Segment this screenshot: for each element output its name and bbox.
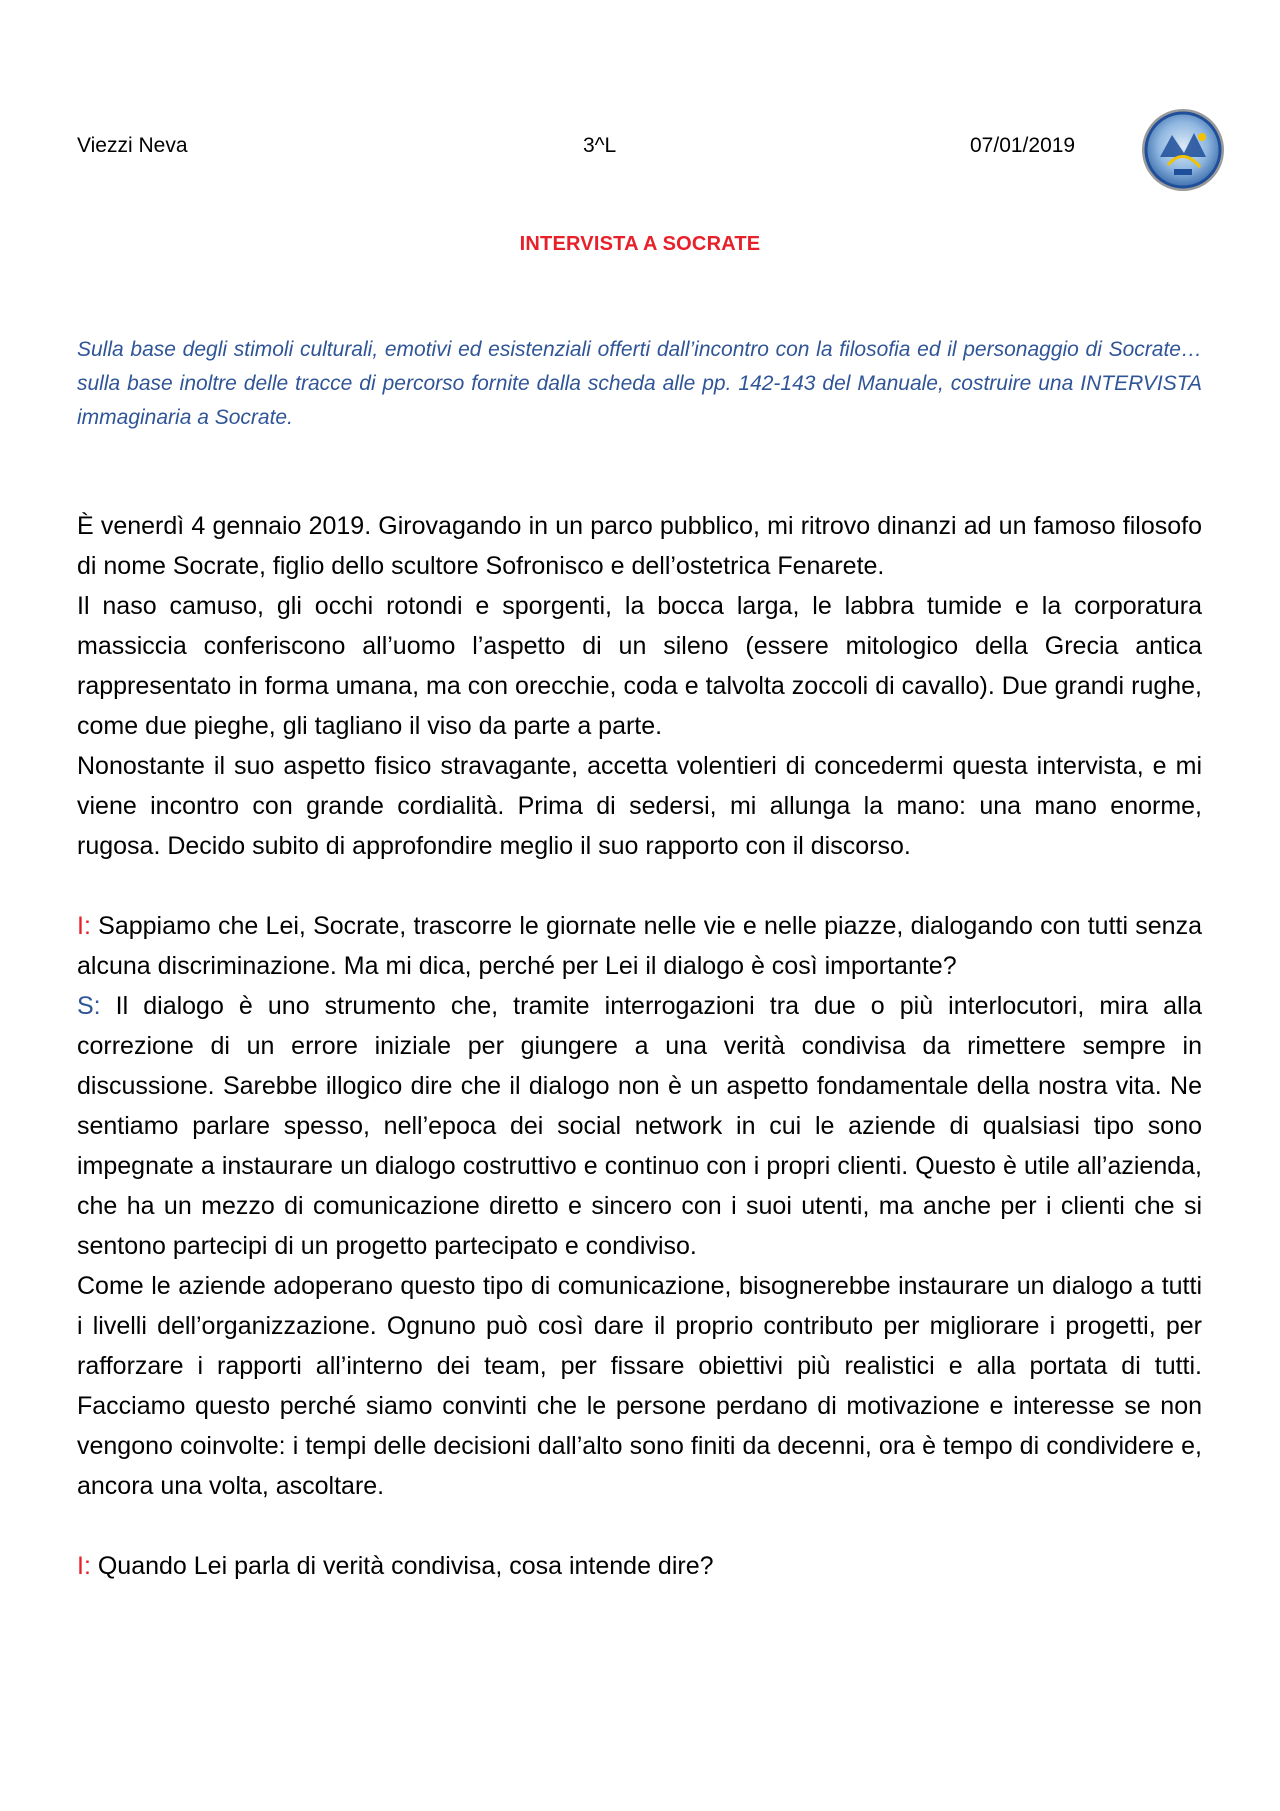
question-1-text: Sappiamo che Lei, Socrate, trascorre le giornate nelle vie e nelle piazze, dialogando con tutti senza alcuna discriminazione. Ma mi dica, perché per Lei il dialogo è così importante? <box>77 912 1202 980</box>
assignment-prompt: Sulla base degli stimoli culturali, emotivi ed esistenziali offerti dall’incontro con la filosofia ed il personaggio di Socrate… sulla base inoltre delle tracce di percorso fornite dalla scheda alle pp. 142-143 del Manuale, costruire una INTERVISTA immaginaria a Socrate. <box>77 338 1202 429</box>
answer-1-text: Il dialogo è uno strumento che, tramite interrogazioni tra due o più interlocutori, mira alla correzione di un errore iniziale per giungere a una verità condivisa da rimettere sempre in discussione. Sarebbe illogico dire che il dialogo non è un aspetto fondamentale della nostra vita. Ne sentiamo parlare spesso, nell’epoca dei social network in cui le aziende di qualsiasi tipo sono impegnate a instaurare un dialogo costruttivo e continuo con i propri clienti. Questo è utile all’azienda, che ha un mezzo di comunicazione diretto e sincero con i suoi utenti, ma anche per i clienti che si sentono partecipi di un progetto partecipato e condiviso. <box>77 992 1202 1260</box>
answer-1-continued: Come le aziende adoperano questo tipo di comunicazione, bisognerebbe instaurare un dialogo a tutti i livelli dell’organizzazione. Ognuno può così dare il proprio contributo per migliorare i progetti, per rafforzare i rapporti all’interno dei team, per fissare obiettivi più realistici e alla portata di tutti. Facciamo questo perché siamo convinti che le persone perdano di motivazione e interesse se non vengono coinvolte: i tempi delle decisioni dall’alto sono finiti da decenni, ora è tempo di condividere e, ancora una volta, ascoltare. <box>77 1272 1202 1500</box>
question-2-text: Quando Lei parla di verità condivisa, cosa intende dire? <box>90 1552 714 1580</box>
socrates-label: S: <box>77 992 101 1020</box>
question-1 <box>77 906 1202 986</box>
document-header <box>77 130 1207 162</box>
paragraph-gap <box>77 866 1202 906</box>
answer-1 <box>77 986 1202 1266</box>
intro-paragraph-3: Nonostante il suo aspetto fisico stravagante, accetta volentieri di concedermi questa intervista, e mi viene incontro con grande cordialità. Prima di sedersi, mi allunga la mano: una mano enorme, rugosa. Decido subito di approfondire meglio il suo rapporto con il discorso. <box>77 752 1202 860</box>
question-2 <box>77 1546 1202 1586</box>
document-title: INTERVISTA A SOCRATE <box>519 233 761 255</box>
interviewer-label: I: <box>77 912 91 940</box>
intro-paragraph-1: È venerdì 4 gennaio 2019. Girovagando in un parco pubblico, mi ritrovo dinanzi ad un famoso filosofo di nome Socrate, figlio dello scultore Sofronisco e dell’ostetrica Fenarete. <box>77 512 1202 580</box>
interviewer-label: I: <box>77 1552 91 1580</box>
class-label: 3^L <box>583 134 617 157</box>
intro-paragraph-2: Il naso camuso, gli occhi rotondi e sporgenti, la bocca larga, le labbra tumide e la corporatura massiccia conferiscono all’uomo l’aspetto di un sileno (essere mitologico della Grecia antica rappresentato in forma umana, ma con orecchie, coda e talvolta zoccoli di cavallo). Due grandi rughe, come due pieghe, gli tagliano il viso da parte a parte. <box>77 592 1202 740</box>
author-name: Viezzi Neva <box>77 134 188 157</box>
document-date: 07/01/2019 <box>970 134 1076 157</box>
paragraph-gap <box>77 1506 1202 1546</box>
school-logo-icon <box>1140 107 1226 193</box>
interview-body <box>77 506 1202 1586</box>
